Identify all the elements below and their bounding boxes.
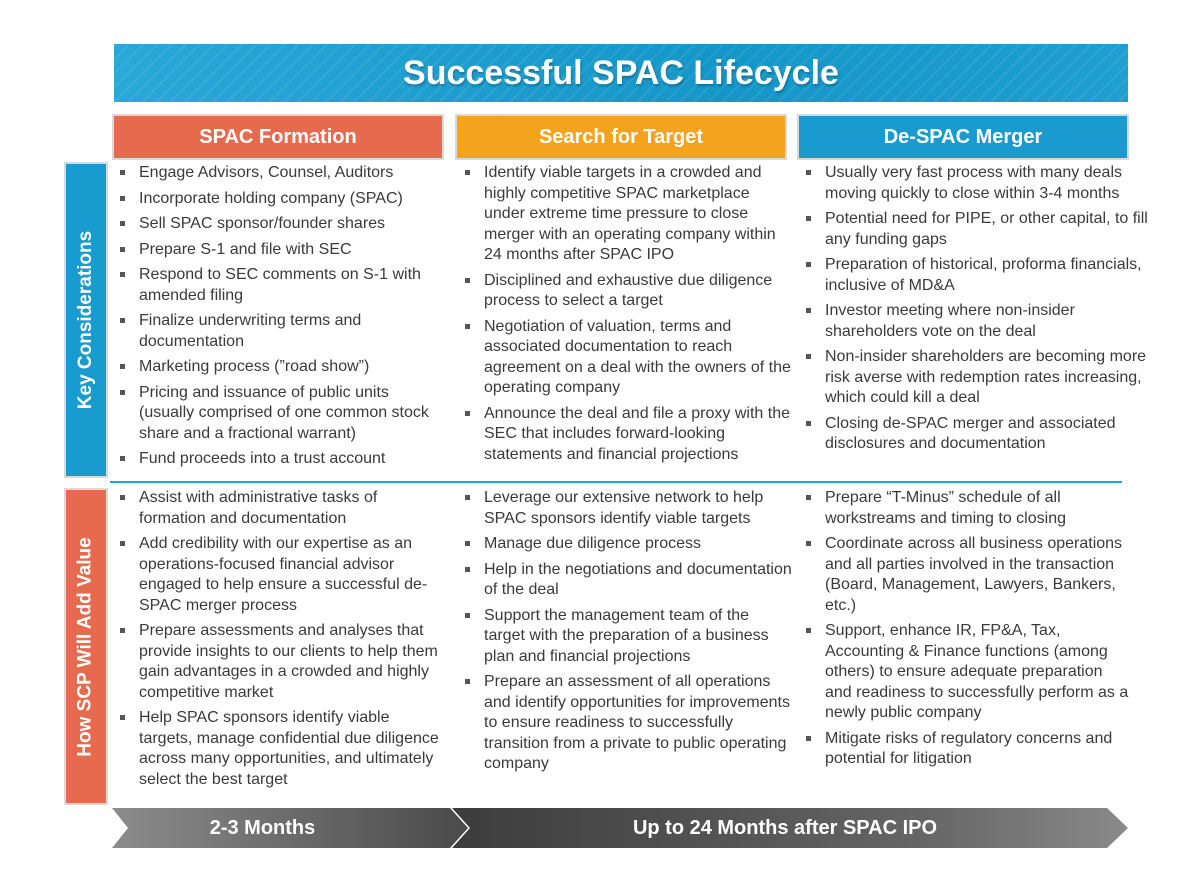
list-item: Coordinate across all business operations and all parties involved in the transaction (Board, Management, Lawyers, Bankers, etc.) xyxy=(800,534,1130,616)
list-item: Prepare assessments and analyses that provide insights to our clients to help them gain advantages in a crowded and highly competitive market xyxy=(114,621,442,703)
list-item: Prepare an assessment of all operations and identify opportunities for improvements to ensure readiness to successfully transition from a private to public operating company xyxy=(459,672,794,775)
list-item: Engage Advisors, Counsel, Auditors xyxy=(114,163,442,184)
list-item: Marketing process (”road show”) xyxy=(114,357,442,378)
timeline-label-text: 2-3 Months xyxy=(209,816,316,839)
list-item: Leverage our extensive network to help SPAC sponsors identify viable targets xyxy=(459,488,794,529)
list-item: Manage due diligence process xyxy=(459,534,794,555)
list-item: Preparation of historical, proforma financials, inclusive of MD&A xyxy=(800,255,1155,296)
list-item: Incorporate holding company (SPAC) xyxy=(114,189,442,210)
list-item: Assist with administrative tasks of formation and documentation xyxy=(114,488,442,529)
list-item: Help in the negotiations and documentation of the deal xyxy=(459,560,794,601)
row-label-text: Key Considerations xyxy=(75,230,96,410)
add-value-formation-list xyxy=(114,488,442,795)
list-item: Add credibility with our expertise as an operations-focused financial advisor engaged to help ensure a successful de-SPAC merger process xyxy=(114,534,442,616)
list-item: Negotiation of valuation, terms and associated documentation to reach agreement on a deal with the owners of the operating company xyxy=(459,317,794,399)
timeline-label-merger xyxy=(470,808,1100,848)
title-banner xyxy=(114,44,1128,102)
list-item: Finalize underwriting terms and documentation xyxy=(114,311,442,352)
list-item: Disciplined and exhaustive due diligence process to select a target xyxy=(459,271,794,312)
column-header-search xyxy=(457,116,785,158)
list-item: Usually very fast process with many deals moving quickly to close within 3-4 months xyxy=(800,163,1155,204)
list-item: Potential need for PIPE, or other capital, to fill any funding gaps xyxy=(800,209,1155,250)
column-header-merger xyxy=(799,116,1127,158)
list-item: Sell SPAC sponsor/founder shares xyxy=(114,214,442,235)
page-title: Successful SPAC Lifecycle xyxy=(403,53,839,92)
add-value-search-list xyxy=(459,488,794,780)
column-header-label: De-SPAC Merger xyxy=(883,125,1043,148)
list-item: Investor meeting where non-insider shareholders vote on the deal xyxy=(800,301,1155,342)
list-item: Announce the deal and file a proxy with the SEC that includes forward-looking statements and financial projections xyxy=(459,404,794,466)
column-header-label: SPAC Formation xyxy=(199,125,357,148)
add-value-merger-list xyxy=(800,488,1130,775)
key-considerations-formation-list xyxy=(114,163,442,475)
list-item: Pricing and issuance of public units (usually comprised of one common stock share and a fractional warrant) xyxy=(114,383,442,445)
column-header-formation xyxy=(114,116,442,158)
list-item: Non-insider shareholders are becoming more risk averse with redemption rates increasing, which could kill a deal xyxy=(800,347,1155,409)
list-item: Prepare S-1 and file with SEC xyxy=(114,240,442,261)
timeline-label-formation xyxy=(130,808,395,848)
list-item: Respond to SEC comments on S-1 with amended filing xyxy=(114,265,442,306)
key-considerations-search-list xyxy=(459,163,794,470)
row-label-text: How SCP Will Add Value xyxy=(75,536,97,757)
row-label-key-considerations xyxy=(66,164,106,476)
column-header-label: Search for Target xyxy=(538,125,704,148)
row-divider xyxy=(110,481,1122,483)
list-item: Prepare “T-Minus” schedule of all workstreams and timing to closing xyxy=(800,488,1130,529)
timeline-label-text: Up to 24 Months after SPAC IPO xyxy=(632,816,938,839)
list-item: Support the management team of the target with the preparation of a business plan and financial projections xyxy=(459,606,794,668)
list-item: Support, enhance IR, FP&A, Tax, Accounting & Finance functions (among others) to ensure adequate preparation and readiness to successfully perform as a newly public company xyxy=(800,621,1130,724)
key-considerations-merger-list xyxy=(800,163,1155,460)
list-item: Help SPAC sponsors identify viable targets, manage confidential due diligence across many opportunities, and ultimately select the best target xyxy=(114,708,442,790)
list-item: Mitigate risks of regulatory concerns and potential for litigation xyxy=(800,729,1130,770)
list-item: Fund proceeds into a trust account xyxy=(114,449,442,470)
list-item: Closing de-SPAC merger and associated disclosures and documentation xyxy=(800,414,1155,455)
row-label-add-value xyxy=(66,490,106,803)
list-item: Identify viable targets in a crowded and highly competitive SPAC marketplace under extreme time pressure to close merger with an operating company within 24 months after SPAC IPO xyxy=(459,163,794,266)
